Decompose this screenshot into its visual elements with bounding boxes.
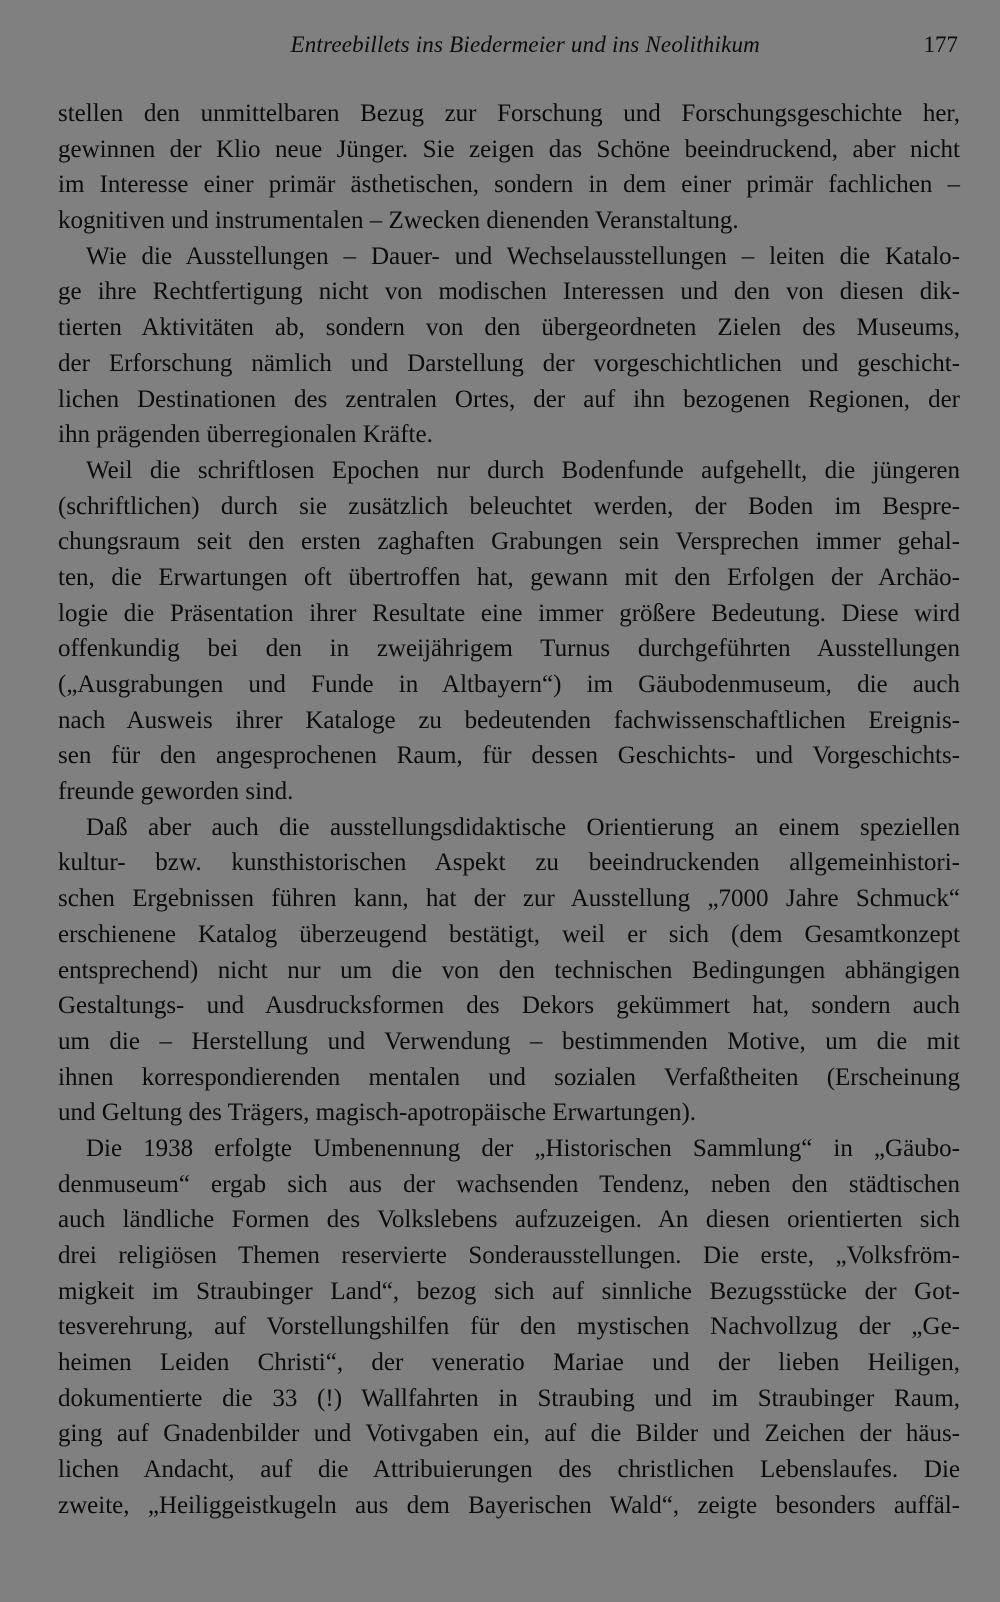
text-line: tierten Aktivitäten ab, sondern von den übergeordneten Zielen des Museums, (58, 314, 960, 342)
text-line: freunde geworden sind. (58, 778, 294, 806)
running-title: Entreebillets ins Biedermeier und ins Neolithikum (290, 32, 760, 57)
page-number: 177 (923, 32, 958, 57)
text-line: erschienene Katalog überzeugend bestätigt, weil er sich (dem Gesamtkonzept (58, 920, 960, 948)
text-line: entsprechend) nicht nur um die von den technischen Bedingungen abhängigen (58, 956, 960, 984)
text-line: denmuseum“ ergab sich aus der wachsenden Tendenz, neben den städtischen (58, 1170, 960, 1198)
text-line: Die 1938 erfolgte Umbenennung der „Historischen Sammlung“ in „Gäubo- (86, 1134, 960, 1162)
text-line: tesverehrung, auf Vorstellungshilfen für den mystischen Nachvollzug der „Ge- (58, 1313, 960, 1341)
text-line: auch ländliche Formen des Volkslebens aufzuzeigen. An diesen orientierten sich (58, 1206, 960, 1234)
text-line: lichen Andacht, auf die Attribuierungen des christlichen Lebenslaufes. Die (58, 1456, 960, 1484)
text-line: ten, die Erwartungen oft übertroffen hat, gewann mit den Erfolgen der Archäo- (58, 563, 960, 591)
text-line: schen Ergebnissen führen kann, hat der zur Ausstellung „7000 Jahre Schmuck“ (58, 885, 960, 913)
text-line: zweite, „Heiliggeistkugeln aus dem Bayerischen Wald“, zeigte besonders auffäl- (58, 1491, 960, 1519)
text-line: ge ihre Rechtfertigung nicht von modischen Interessen und den von diesen dik- (58, 278, 960, 306)
text-line: im Interesse einer primär ästhetischen, sondern in dem einer primär fachlichen – (58, 171, 960, 199)
text-line: lichen Destinationen des zentralen Ortes, der auf ihn bezogenen Regionen, der (58, 385, 960, 413)
text-line: gewinnen der Klio neue Jünger. Sie zeigen das Schöne beeindruckend, aber nicht (58, 135, 960, 163)
text-line: ihn prägenden überregionalen Kräfte. (58, 421, 433, 449)
text-line: dokumentierte die 33 (!) Wallfahrten in Straubing und im Straubinger Raum, (58, 1384, 960, 1412)
paragraph (58, 810, 960, 1131)
text-line: chungsraum seit den ersten zaghaften Grabungen sein Versprechen immer gehal- (58, 528, 960, 556)
text-line: Wie die Ausstellungen – Dauer- und Wechselausstellungen – leiten die Katalo- (86, 242, 960, 270)
body-text (58, 96, 960, 1524)
text-line: offenkundig bei den in zweijährigem Turnus durchgeführten Ausstellungen (58, 635, 960, 663)
paragraph (58, 239, 960, 453)
text-line: und Geltung des Trägers, magisch-apotropäische Erwartungen). (58, 1099, 697, 1127)
text-line: kognitiven und instrumentalen – Zwecken dienenden Veranstaltung. (58, 207, 739, 235)
running-header (56, 32, 960, 66)
text-line: Daß aber auch die ausstellungsdidaktische Orientierung an einem speziellen (86, 813, 960, 841)
text-line: stellen den unmittelbaren Bezug zur Forschung und Forschungsgeschichte her, (58, 100, 960, 127)
text-line: Weil die schriftlosen Epochen nur durch Bodenfunde aufgehellt, die jüngeren (86, 456, 960, 484)
paragraph (58, 453, 960, 810)
text-line: ihnen korrespondierenden mentalen und sozialen Verfaßtheiten (Erscheinung (58, 1063, 960, 1091)
text-line: der Erforschung nämlich und Darstellung der vorgeschichtlichen und geschicht- (58, 349, 960, 377)
text-line: drei religiösen Themen reservierte Sonderausstellungen. Die erste, „Volksfröm- (58, 1242, 960, 1269)
text-line: Gestaltungs- und Ausdrucksformen des Dekors gekümmert hat, sondern auch (58, 992, 960, 1020)
text-line: migkeit im Straubinger Land“, bezog sich auf sinnliche Bezugsstücke der Got- (58, 1277, 960, 1305)
paragraph (58, 96, 960, 239)
text-line: nach Ausweis ihrer Kataloge zu bedeutenden fachwissenschaftlichen Ereignis- (58, 706, 960, 734)
text-line: sen für den angesprochenen Raum, für dessen Geschichts- und Vorgeschichts- (58, 742, 960, 770)
text-line: kultur- bzw. kunsthistorischen Aspekt zu beeindruckenden allgemeinhistori- (58, 849, 960, 877)
text-line: logie die Präsentation ihrer Resultate eine immer größere Bedeutung. Diese wird (58, 599, 960, 627)
text-line: um die – Herstellung und Verwendung – bestimmenden Motive, um die mit (58, 1027, 960, 1055)
text-line: („Ausgrabungen und Funde in Altbayern“) im Gäubodenmuseum, die auch (58, 671, 960, 698)
text-line: ging auf Gnadenbilder und Votivgaben ein, auf die Bilder und Zeichen der häus- (58, 1420, 960, 1448)
paragraph (58, 1131, 960, 1524)
text-line: (schriftlichen) durch sie zusätzlich beleuchtet werden, der Boden im Bespre- (58, 492, 960, 520)
text-line: heimen Leiden Christi“, der veneratio Mariae und der lieben Heiligen, (58, 1349, 960, 1377)
